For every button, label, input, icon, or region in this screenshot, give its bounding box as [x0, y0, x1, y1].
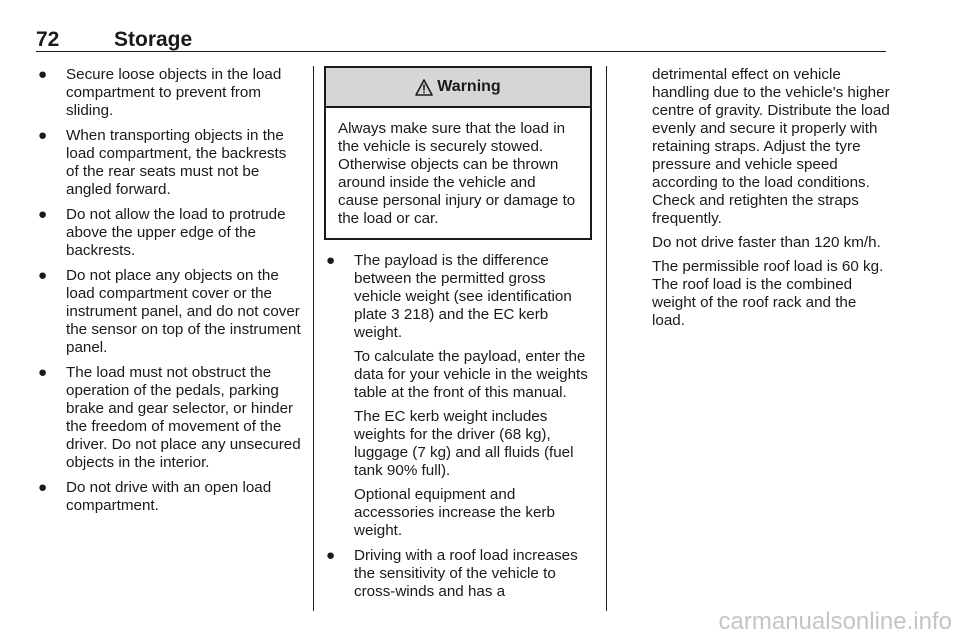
column-divider-1 [313, 66, 314, 611]
header-rule [36, 51, 886, 52]
list-item [36, 66, 302, 120]
bullet-icon: ● [38, 206, 48, 223]
list-item-text: When transporting objects in the load compartment, the backrests of the rear seats must not be angled forward. [66, 127, 287, 198]
sub-paragraph: Optional equipment and accessories increase the kerb weight. [354, 486, 555, 539]
list-item [36, 479, 302, 515]
list-item [324, 252, 592, 540]
bullet-icon: ● [38, 364, 48, 381]
page-header [36, 28, 886, 50]
list-item [36, 127, 302, 199]
column-divider-2 [606, 66, 607, 611]
list-item-text: Do not place any objects on the load compartment cover or the instrument panel, and do not cover the sensor on top of the instrument panel. [66, 267, 301, 356]
bullet-icon: ● [38, 479, 48, 496]
column-2 [324, 66, 592, 608]
list-item-text: The load must not obstruct the operation of the pedals, parking brake and gear selector, or hinder the freedom of movement of the driver. Do not place any unsecured objects in the interior. [66, 364, 301, 471]
list-item [36, 364, 302, 472]
bullet-icon: ● [38, 66, 48, 83]
bullet-icon: ● [326, 547, 336, 564]
list-item-text: Do not drive with an open load compartment. [66, 479, 272, 514]
list-item-text: The payload is the difference between the permitted gross vehicle weight (see identification plate [354, 252, 572, 323]
list-item-text: Secure loose objects in the load compartment to prevent from sliding. [66, 66, 282, 119]
list-item [36, 267, 302, 357]
bullet-icon: ● [38, 267, 48, 284]
warning-box [324, 66, 592, 240]
watermark: carmanualsonline.info [718, 608, 952, 635]
warning-triangle-icon [415, 79, 433, 96]
list-item-text: Do not allow the load to protrude above the upper edge of the backrests. [66, 206, 286, 259]
warning-header [326, 68, 590, 108]
sub-paragraph: To calculate the payload, enter the data for your vehicle in the weights table at the front of this manual. [354, 348, 588, 401]
page-number: 72 [36, 28, 60, 51]
bullet-icon: ● [326, 252, 336, 269]
paragraph: The permissible roof load is 60 kg. The roof load is the combined weight of the roof rack and the load. [652, 258, 884, 329]
column-3 [652, 66, 890, 336]
warning-title: Warning [437, 78, 501, 95]
paragraph: Do not drive faster than 120 km/h. [652, 234, 881, 251]
column-1 [36, 66, 302, 522]
list-item [324, 547, 592, 601]
bullet-list [324, 252, 592, 601]
list-item-text: 218) and the EC kerb weight. [354, 306, 549, 341]
bullet-icon: ● [38, 127, 48, 144]
warning-text: Always make sure that the load in the vehicle is securely stowed. Otherwise objects can be thrown around inside the vehicle and cause personal injury or damage to the load or car. [338, 120, 576, 227]
section-title: Storage [114, 28, 193, 51]
list-item-text: Driving with a roof load increases the sensitivity of the vehicle to cross-winds and has a [354, 547, 578, 600]
sub-paragraph: The EC kerb weight includes weights for the driver (68 kg), luggage (7 kg) and all fluids (fuel tank 90% full). [354, 408, 574, 479]
list-item [36, 206, 302, 260]
paragraph: detrimental effect on vehicle handling due to the vehicle's higher centre of gravity. Distribute the load evenly and secure it properly with retaining straps. Adjust the tyre pressure and vehicle speed according to the load conditions. Check and retighten the straps frequently. [652, 66, 890, 227]
page-reference-icon: 3 [391, 306, 400, 323]
bullet-list [36, 66, 302, 515]
